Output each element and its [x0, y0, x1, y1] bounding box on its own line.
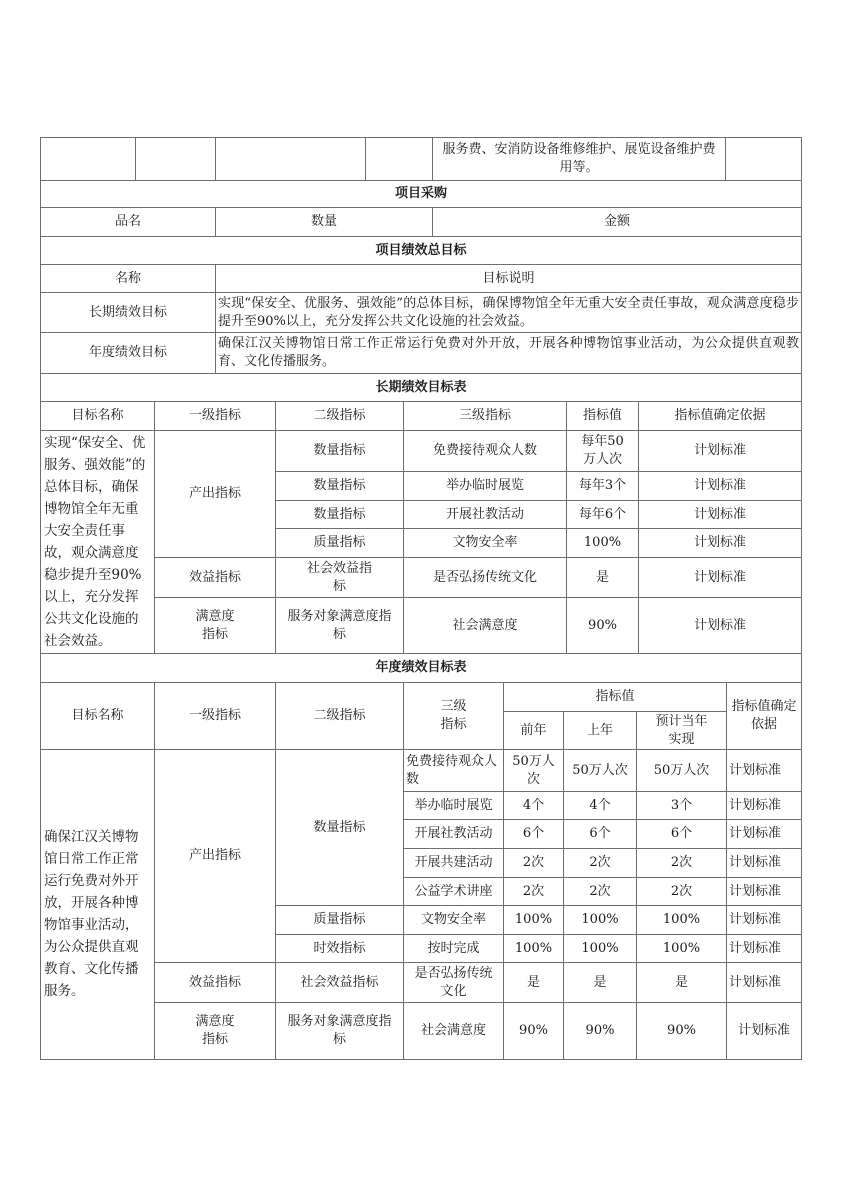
annual-goal-label: 年度绩效目标 [40, 332, 216, 374]
lt-value: 每年50万人次 [566, 430, 639, 472]
an-header-level3: 三级指标 [403, 682, 504, 750]
an-expected: 是 [636, 962, 727, 1003]
an-level3: 文物安全率 [403, 905, 504, 935]
an-header-level2: 二级指标 [275, 682, 404, 750]
an-level2-quantity: 数量指标 [275, 749, 404, 906]
an-expected: 100% [636, 905, 727, 935]
an-basis: 计划标准 [726, 749, 802, 792]
an-expected: 2次 [636, 877, 727, 906]
procurement-header-name: 品名 [40, 207, 216, 237]
an-last: 2次 [563, 848, 637, 878]
an-level3: 是否弘扬传统文化 [403, 962, 504, 1003]
lt-level3: 免费接待观众人数 [403, 430, 567, 472]
annual-goal-text: 确保江汉关博物馆日常工作正常运行免费对外开放，开展各种博物馆事业活动，为公众提供直观教育、文化传播服务。 [215, 332, 802, 374]
lt-basis: 计划标准 [638, 597, 802, 654]
lt-header-basis: 指标值确定依据 [638, 401, 802, 431]
an-prev: 2次 [503, 848, 564, 878]
lt-level2: 数量指标 [275, 500, 404, 529]
an-last: 100% [563, 934, 637, 963]
lt-level1-satisfaction: 满意度指标 [154, 597, 276, 654]
lt-level3: 文物安全率 [403, 528, 567, 558]
an-header-level1: 一级指标 [154, 682, 276, 750]
an-basis: 计划标准 [726, 1002, 802, 1060]
an-level3: 举办临时展览 [403, 791, 504, 820]
lt-basis: 计划标准 [638, 430, 802, 472]
long-term-goal-label: 长期绩效目标 [40, 292, 216, 333]
long-term-goal-text: 实现“保安全、优服务、强效能”的总体目标，确保博物馆全年无重大安全责任事故，观众满意度稳步提升至90%以上，充分发挥公共文化设施的社会效益。 [215, 292, 802, 333]
an-header-last: 上年 [563, 711, 637, 750]
an-level2-satisfaction: 服务对象满意度指标 [275, 1002, 404, 1060]
an-last: 50万人次 [563, 749, 637, 792]
procurement-header-amount: 金额 [432, 207, 802, 237]
empty-cell [365, 137, 433, 181]
an-last: 6个 [563, 819, 637, 849]
cost-description: 服务费、安消防设备维修维护、展览设备维护费用等。 [432, 137, 726, 181]
an-basis: 计划标准 [726, 934, 802, 963]
lt-header-level3: 三级指标 [403, 401, 567, 431]
lt-level2: 服务对象满意度指标 [275, 597, 404, 654]
lt-basis: 计划标准 [638, 528, 802, 558]
lt-header-level2: 二级指标 [275, 401, 404, 431]
lt-level1-output: 产出指标 [154, 430, 276, 558]
lt-header-goal: 目标名称 [40, 401, 155, 431]
an-prev: 90% [503, 1002, 564, 1060]
empty-cell [215, 137, 366, 181]
an-header-goal: 目标名称 [40, 682, 155, 750]
an-level2-quality: 质量指标 [275, 905, 404, 935]
an-header-value: 指标值 [503, 682, 727, 712]
an-basis: 计划标准 [726, 819, 802, 849]
an-expected: 90% [636, 1002, 727, 1060]
an-level1-output: 产出指标 [154, 749, 276, 963]
procurement-header-qty: 数量 [215, 207, 433, 237]
empty-cell [135, 137, 216, 181]
an-header-basis: 指标值确定依据 [726, 682, 802, 750]
overall-header-name: 名称 [40, 264, 216, 293]
an-last: 4个 [563, 791, 637, 820]
an-expected: 6个 [636, 819, 727, 849]
an-prev: 4个 [503, 791, 564, 820]
an-prev: 2次 [503, 877, 564, 906]
an-expected: 3个 [636, 791, 727, 820]
an-basis: 计划标准 [726, 962, 802, 1003]
annual-table-title: 年度绩效目标表 [40, 653, 802, 683]
lt-level3: 是否弘扬传统文化 [403, 557, 567, 598]
lt-basis: 计划标准 [638, 557, 802, 598]
an-prev: 是 [503, 962, 564, 1003]
an-prev: 100% [503, 934, 564, 963]
procurement-title: 项目采购 [40, 180, 802, 208]
lt-basis: 计划标准 [638, 500, 802, 529]
an-expected: 100% [636, 934, 727, 963]
long-term-table-title: 长期绩效目标表 [40, 373, 802, 402]
an-basis: 计划标准 [726, 791, 802, 820]
an-prev: 50万人次 [503, 749, 564, 792]
lt-level2: 数量指标 [275, 471, 404, 501]
lt-level3: 开展社教活动 [403, 500, 567, 529]
an-last: 100% [563, 905, 637, 935]
an-expected: 50万人次 [636, 749, 727, 792]
lt-basis: 计划标准 [638, 471, 802, 501]
an-level3: 开展共建活动 [403, 848, 504, 878]
lt-value: 是 [566, 557, 639, 598]
lt-value: 每年3个 [566, 471, 639, 501]
an-last: 2次 [563, 877, 637, 906]
lt-header-level1: 一级指标 [154, 401, 276, 431]
lt-goal-name: 实现“保安全、优服务、强效能”的总体目标，确保博物馆全年无重大安全责任事故，观众满意度稳步提升至90%以上，充分发挥公共文化设施的社会效益。 [40, 430, 155, 654]
an-prev: 6个 [503, 819, 564, 849]
an-expected: 2次 [636, 848, 727, 878]
an-level3: 按时完成 [403, 934, 504, 963]
empty-cell [725, 137, 802, 181]
lt-value: 100% [566, 528, 639, 558]
lt-header-value: 指标值 [566, 401, 639, 431]
lt-level2: 数量指标 [275, 430, 404, 472]
lt-level1-benefit: 效益指标 [154, 557, 276, 598]
lt-level3: 社会满意度 [403, 597, 567, 654]
an-basis: 计划标准 [726, 905, 802, 935]
an-level2-social: 社会效益指标 [275, 962, 404, 1003]
an-header-expected: 预计当年实现 [636, 711, 727, 750]
lt-value: 每年6个 [566, 500, 639, 529]
an-header-prev: 前年 [503, 711, 564, 750]
an-level1-satisfaction: 满意度指标 [154, 1002, 276, 1060]
an-basis: 计划标准 [726, 877, 802, 906]
an-level3: 开展社教活动 [403, 819, 504, 849]
empty-cell [40, 137, 136, 181]
an-last: 是 [563, 962, 637, 1003]
an-level3: 社会满意度 [403, 1002, 504, 1060]
overall-header-desc: 目标说明 [215, 264, 802, 293]
lt-level3: 举办临时展览 [403, 471, 567, 501]
an-level3: 公益学术讲座 [403, 877, 504, 906]
an-level1-benefit: 效益指标 [154, 962, 276, 1003]
an-goal-name: 确保江汉关博物馆日常工作正常运行免费对外开放，开展各种博物馆事业活动，为公众提供直观教育、文化传播服务。 [40, 749, 155, 1060]
an-level2-timeliness: 时效指标 [275, 934, 404, 963]
an-basis: 计划标准 [726, 848, 802, 878]
lt-level2: 社会效益指标 [275, 557, 404, 598]
an-level3: 免费接待观众人数 [403, 749, 504, 792]
lt-value: 90% [566, 597, 639, 654]
lt-level2: 质量指标 [275, 528, 404, 558]
an-last: 90% [563, 1002, 637, 1060]
overall-goals-title: 项目绩效总目标 [40, 236, 802, 265]
an-prev: 100% [503, 905, 564, 935]
